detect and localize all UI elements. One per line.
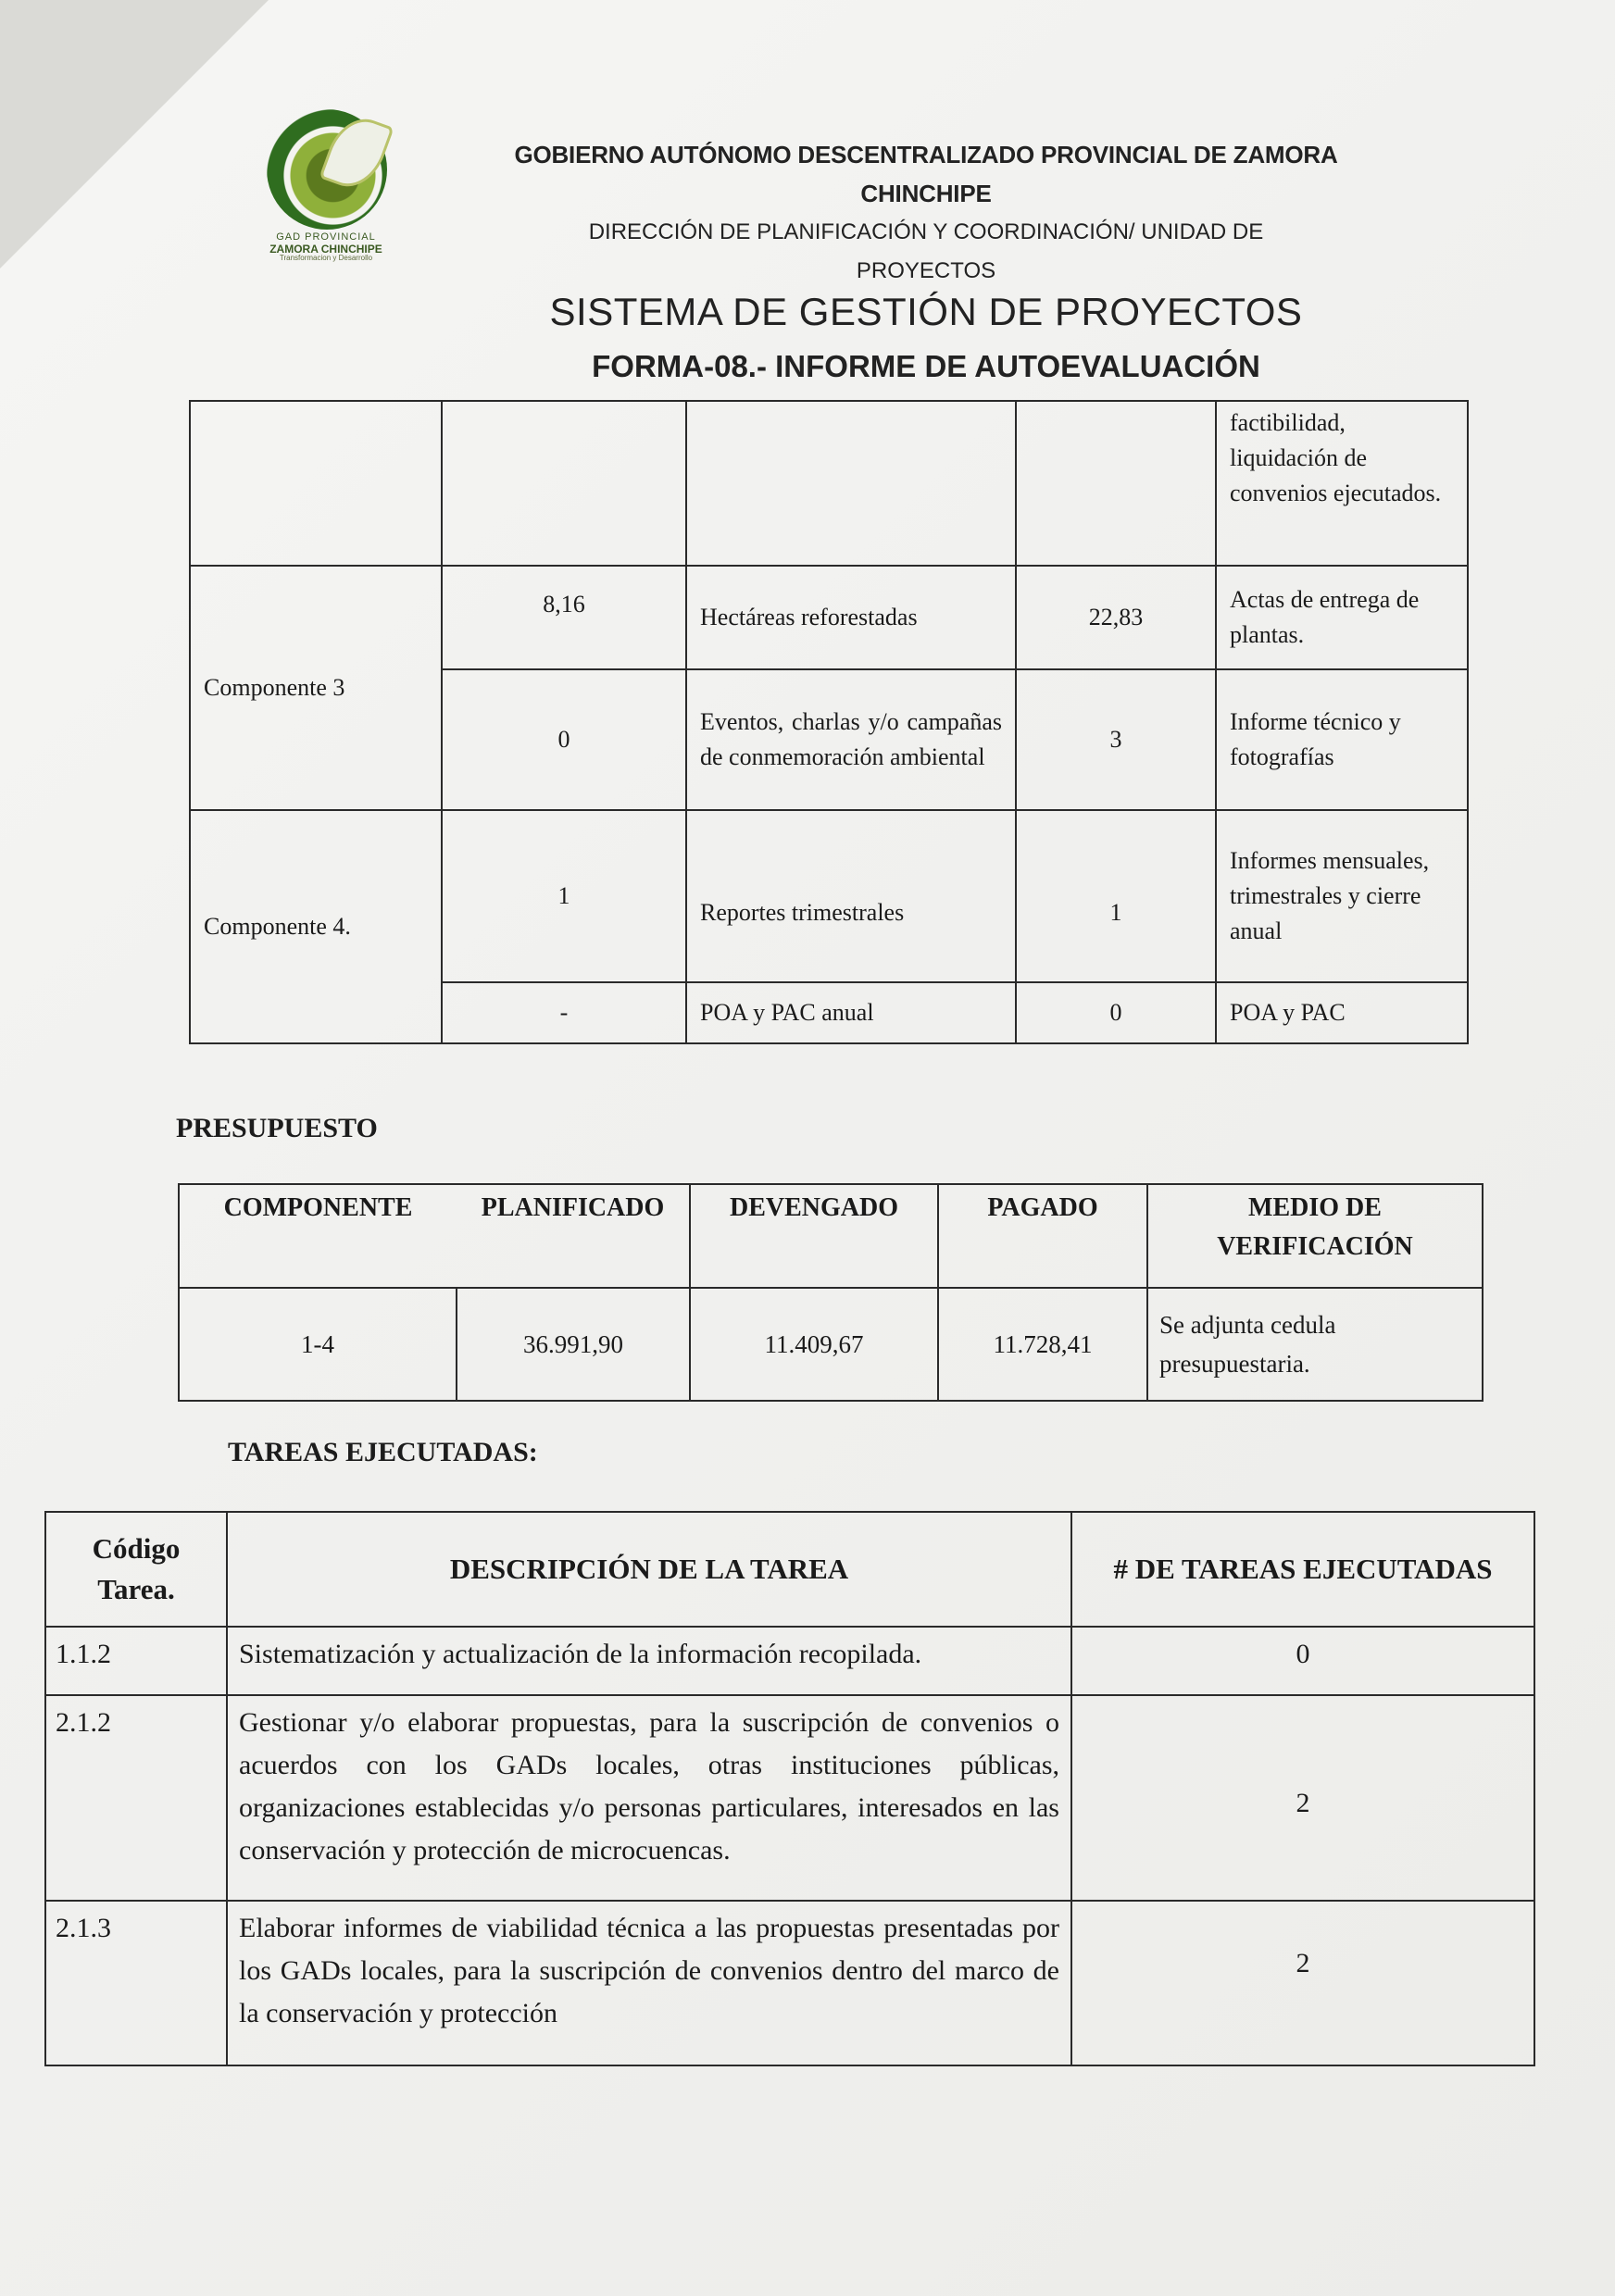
header-description: DESCRIPCIÓN DE LA TAREA — [227, 1512, 1071, 1627]
component-name-cell: Componente 3 — [190, 566, 442, 810]
table-row — [45, 1627, 1534, 1695]
budget-title: PRESUPUESTO — [176, 1113, 378, 1143]
organization-name — [463, 135, 1389, 213]
department-line2: PROYECTOS — [856, 258, 996, 283]
folded-corner — [0, 0, 269, 268]
header-planned: PLANIFICADO — [457, 1184, 690, 1288]
verification-cell: Informe técnico y fotografías — [1216, 669, 1468, 810]
form-title: FORMA-08.- INFORME DE AUTOEVALUACIÓN — [592, 349, 1260, 383]
table-row — [45, 1901, 1534, 2065]
header-count: # DE TAREAS EJECUTADAS — [1071, 1512, 1534, 1627]
header-paid: PAGADO — [938, 1184, 1147, 1288]
table-cell — [1016, 401, 1216, 566]
planned-cell: 8,16 — [442, 566, 686, 669]
verification-cell: Informes mensuales, trimestrales y cierre anual — [1216, 810, 1468, 982]
header-verification: MEDIO DE VERIFICACIÓN — [1147, 1184, 1483, 1288]
planned-cell: - — [442, 982, 686, 1043]
budget-paid: 11.728,41 — [938, 1288, 1147, 1401]
budget-table — [178, 1183, 1484, 1402]
table-header-row — [45, 1512, 1534, 1627]
indicator-cell: POA y PAC anual — [686, 982, 1016, 1043]
indicator-cell: Eventos, charlas y/o campañas de conmemoración ambiental — [686, 669, 1016, 810]
logo-text — [252, 232, 400, 263]
table-cell — [190, 401, 442, 566]
header-code: Código Tarea. — [45, 1512, 227, 1627]
logo-text-line1: GAD PROVINCIAL — [276, 231, 376, 243]
task-code: 2.1.2 — [45, 1695, 227, 1901]
planned-cell: 0 — [442, 669, 686, 810]
logo-text-line3: Transformacion y Desarrollo — [279, 254, 373, 263]
table-row — [45, 1695, 1534, 1901]
task-code: 2.1.3 — [45, 1901, 227, 2065]
header-accrued: DEVENGADO — [690, 1184, 938, 1288]
table-row — [179, 1288, 1483, 1401]
achieved-cell: 22,83 — [1016, 566, 1216, 669]
logo-text-line2: ZAMORA CHINCHIPE — [269, 242, 382, 256]
department-line1: DIRECCIÓN DE PLANIFICACIÓN Y COORDINACIÓN/ UNIDAD DE — [588, 219, 1264, 244]
verification-cell: POA y PAC — [1216, 982, 1468, 1043]
organization-line1: GOBIERNO AUTÓNOMO DESCENTRALIZADO PROVINCIAL DE ZAMORA — [514, 141, 1338, 168]
planned-cell: 1 — [442, 810, 686, 982]
indicator-cell: Hectáreas reforestadas — [686, 566, 1016, 669]
verification-cell: factibilidad, liquidación de convenios ejecutados. — [1216, 401, 1468, 566]
task-count: 0 — [1071, 1627, 1534, 1695]
header-component: COMPONENTE — [179, 1184, 457, 1288]
table-cell — [686, 401, 1016, 566]
task-count: 2 — [1071, 1901, 1534, 2065]
table-header-row — [179, 1184, 1483, 1288]
task-description: Gestionar y/o elaborar propuestas, para la suscripción de convenios o acuerdos con los GADs locales, otras instituciones públicas, organizaciones establecidas y/o personas particulares, interesados en las conservación y protección de microcuencas. — [227, 1695, 1071, 1901]
table-row — [190, 810, 1468, 982]
verification-cell: Actas de entrega de plantas. — [1216, 566, 1468, 669]
budget-verification: Se adjunta cedula presupuestaria. — [1147, 1288, 1483, 1401]
tasks-title: TAREAS EJECUTADAS: — [228, 1437, 538, 1467]
organization-line2: CHINCHIPE — [860, 180, 992, 207]
component-name-cell: Componente 4. — [190, 810, 442, 1043]
indicator-cell: Reportes trimestrales — [686, 810, 1016, 982]
indicators-table — [189, 400, 1469, 1044]
gad-logo — [252, 109, 400, 271]
achieved-cell: 3 — [1016, 669, 1216, 810]
table-row — [190, 401, 1468, 566]
table-row — [190, 566, 1468, 669]
department-name — [463, 213, 1389, 291]
budget-planned: 36.991,90 — [457, 1288, 690, 1401]
budget-accrued: 11.409,67 — [690, 1288, 938, 1401]
system-title: SISTEMA DE GESTIÓN DE PROYECTOS — [549, 290, 1303, 333]
table-cell — [442, 401, 686, 566]
budget-component: 1-4 — [179, 1288, 457, 1401]
task-description: Elaborar informes de viabilidad técnica a las propuestas presentadas por los GADs locales, para la suscripción de convenios dentro del marco de la conservación y protección — [227, 1901, 1071, 2065]
task-code: 1.1.2 — [45, 1627, 227, 1695]
achieved-cell: 1 — [1016, 810, 1216, 982]
achieved-cell: 0 — [1016, 982, 1216, 1043]
tasks-table — [44, 1511, 1535, 2066]
task-count: 2 — [1071, 1695, 1534, 1901]
task-description: Sistematización y actualización de la información recopilada. — [227, 1627, 1071, 1695]
